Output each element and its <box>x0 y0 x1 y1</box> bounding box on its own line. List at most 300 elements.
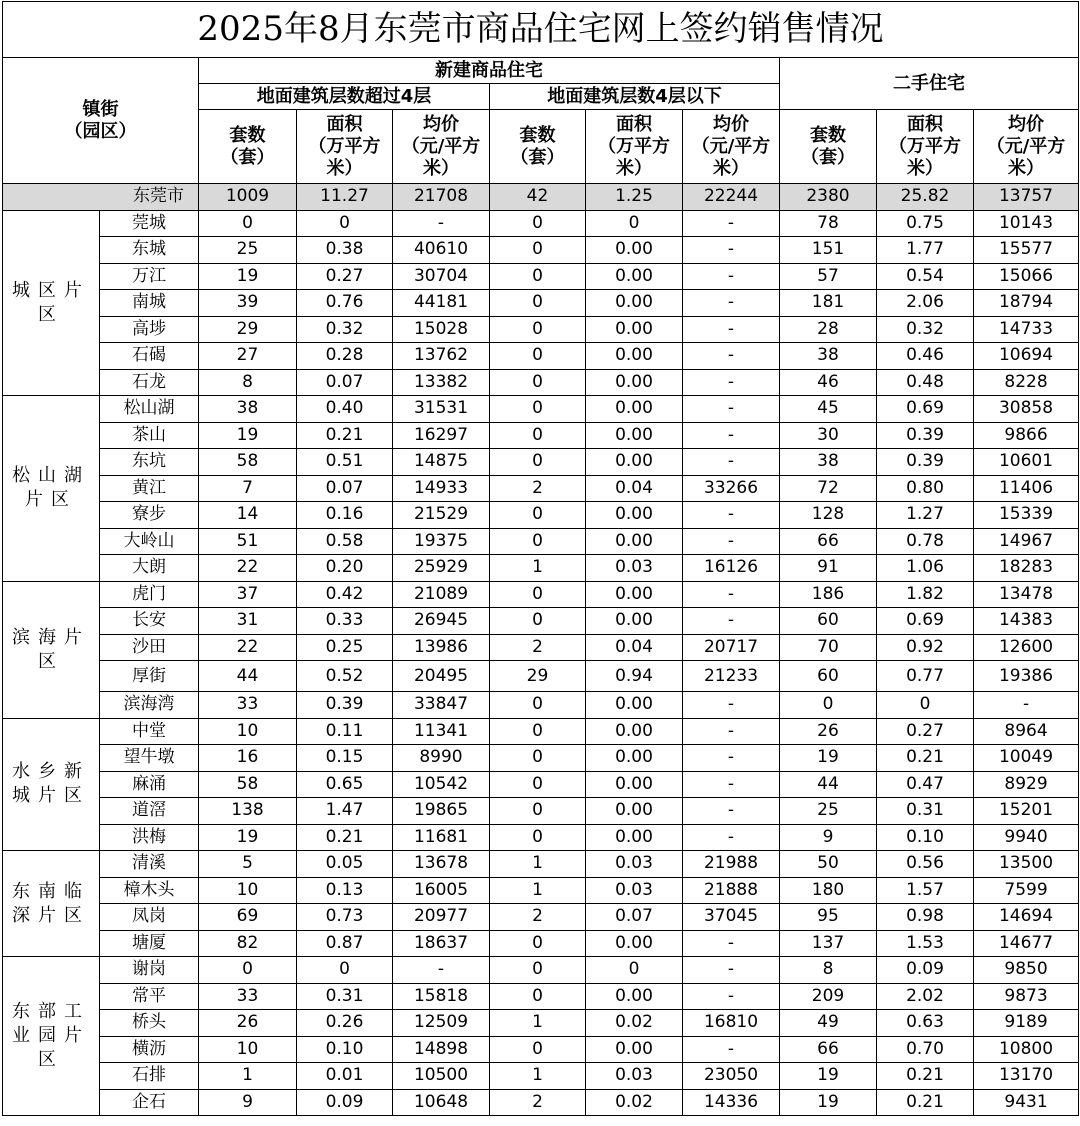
table-cell: 1 <box>490 1010 586 1037</box>
table-row <box>3 851 1079 878</box>
table-cell: 30704 <box>393 263 490 290</box>
town-name: 横沥 <box>100 1036 199 1063</box>
table-cell: 19375 <box>393 528 490 555</box>
table-cell: 10 <box>199 718 297 745</box>
table-cell: 14733 <box>974 316 1079 343</box>
table-cell: 21089 <box>393 581 490 608</box>
table-cell: 20717 <box>683 634 780 661</box>
table-cell: 66 <box>780 528 877 555</box>
table-cell: 10800 <box>974 1036 1079 1063</box>
town-name: 沙田 <box>100 634 199 661</box>
table-cell: 0.02 <box>586 1089 683 1116</box>
table-cell: 15201 <box>974 798 1079 825</box>
table-cell: 0.00 <box>586 396 683 423</box>
table-cell: 0.28 <box>297 343 393 370</box>
table-row <box>3 316 1079 343</box>
table-cell: 0.00 <box>586 263 683 290</box>
table-cell: 0.13 <box>297 877 393 904</box>
table-cell: 29 <box>199 316 297 343</box>
total-cell: 25.82 <box>877 184 974 211</box>
table-cell: 0.39 <box>297 692 393 719</box>
table-cell: 26 <box>199 1010 297 1037</box>
table-cell: - <box>683 422 780 449</box>
table-cell: 12600 <box>974 634 1079 661</box>
table-cell: 60 <box>780 661 877 692</box>
table-cell: 23050 <box>683 1063 780 1090</box>
table-cell: 11406 <box>974 475 1079 502</box>
table-cell: - <box>393 210 490 237</box>
table-cell: 0.04 <box>586 634 683 661</box>
total-cell: 13757 <box>974 184 1079 211</box>
table-cell: 14336 <box>683 1089 780 1116</box>
table-cell: 0.77 <box>877 661 974 692</box>
table-cell: 1 <box>490 1063 586 1090</box>
table-cell: 16126 <box>683 555 780 582</box>
table-cell: 10 <box>199 1036 297 1063</box>
table-cell: 10648 <box>393 1089 490 1116</box>
table-row <box>3 930 1079 957</box>
town-name: 谢岗 <box>100 957 199 984</box>
table-cell: 19386 <box>974 661 1079 692</box>
town-name: 厚街 <box>100 661 199 692</box>
table-cell: 15066 <box>974 263 1079 290</box>
table-cell: 21988 <box>683 851 780 878</box>
table-cell: 51 <box>199 528 297 555</box>
table-cell: 18637 <box>393 930 490 957</box>
total-cell: 2380 <box>780 184 877 211</box>
table-cell: 0.03 <box>586 851 683 878</box>
region-label: 东南临深片区 <box>3 851 100 957</box>
table-cell: 137 <box>780 930 877 957</box>
table-cell: 25 <box>199 237 297 264</box>
table-row <box>3 1089 1079 1116</box>
town-name: 道滘 <box>100 798 199 825</box>
table-cell: 0 <box>490 237 586 264</box>
table-cell: 0.33 <box>297 608 393 635</box>
table-cell: 0.07 <box>297 475 393 502</box>
table-cell: - <box>683 824 780 851</box>
table-cell: 25929 <box>393 555 490 582</box>
table-cell: 0.40 <box>297 396 393 423</box>
table-cell: 0.21 <box>877 1089 974 1116</box>
total-cell: 22244 <box>683 184 780 211</box>
table-cell: - <box>393 957 490 984</box>
table-cell: 30858 <box>974 396 1079 423</box>
total-label: 东莞市 <box>3 184 199 211</box>
table-row <box>3 771 1079 798</box>
table-cell: 14875 <box>393 449 490 476</box>
table-cell: 21888 <box>683 877 780 904</box>
table-cell: 8990 <box>393 745 490 772</box>
table-cell: 0 <box>490 930 586 957</box>
table-cell: 31 <box>199 608 297 635</box>
table-cell: 0.98 <box>877 904 974 931</box>
units-header: 套数 （套） <box>199 110 297 184</box>
table-row <box>3 581 1079 608</box>
table-cell: 0 <box>297 210 393 237</box>
table-cell: 19865 <box>393 798 490 825</box>
table-cell: 10049 <box>974 745 1079 772</box>
table-cell: 2 <box>490 1089 586 1116</box>
table-cell: 18794 <box>974 290 1079 317</box>
town-name: 洪梅 <box>100 824 199 851</box>
table-cell: 0.09 <box>877 957 974 984</box>
table-cell: - <box>683 608 780 635</box>
table-row <box>3 449 1079 476</box>
table-cell: 0 <box>490 396 586 423</box>
table-cell: 1 <box>490 877 586 904</box>
table-cell: 45 <box>780 396 877 423</box>
table-cell: 0.00 <box>586 798 683 825</box>
table-cell: 0 <box>490 210 586 237</box>
town-name: 塘厦 <box>100 930 199 957</box>
table-cell: 9866 <box>974 422 1079 449</box>
table-cell: 0 <box>490 957 586 984</box>
table-cell: 2 <box>490 475 586 502</box>
town-name: 清溪 <box>100 851 199 878</box>
table-cell: 0.00 <box>586 608 683 635</box>
table-cell: 0.58 <box>297 528 393 555</box>
table-cell: 1.47 <box>297 798 393 825</box>
table-cell: - <box>683 957 780 984</box>
table-cell: 0.65 <box>297 771 393 798</box>
table-cell: 7599 <box>974 877 1079 904</box>
table-cell: 16810 <box>683 1010 780 1037</box>
table-cell: 0.69 <box>877 396 974 423</box>
table-cell: 0.04 <box>586 475 683 502</box>
table-cell: 0.07 <box>586 904 683 931</box>
table-cell: 14898 <box>393 1036 490 1063</box>
table-row <box>3 1010 1079 1037</box>
table-cell: 0.73 <box>297 904 393 931</box>
table-cell: 44181 <box>393 290 490 317</box>
table-cell: 8 <box>199 369 297 396</box>
table-row <box>3 396 1079 423</box>
table-cell: 27 <box>199 343 297 370</box>
table-cell: 33847 <box>393 692 490 719</box>
table-cell: 0.39 <box>877 449 974 476</box>
table-cell: 13986 <box>393 634 490 661</box>
area-header: 面积 （万平方米） <box>586 110 683 184</box>
town-name: 长安 <box>100 608 199 635</box>
table-cell: 0 <box>490 263 586 290</box>
table-cell: 0.47 <box>877 771 974 798</box>
table-cell: 0.00 <box>586 1036 683 1063</box>
table-cell: - <box>683 771 780 798</box>
total-cell: 1.25 <box>586 184 683 211</box>
table-cell: 20495 <box>393 661 490 692</box>
table-cell: 82 <box>199 930 297 957</box>
table-cell: 40610 <box>393 237 490 264</box>
table-cell: 0.76 <box>297 290 393 317</box>
table-cell: 11341 <box>393 718 490 745</box>
table-cell: 0.48 <box>877 369 974 396</box>
table-cell: 0.16 <box>297 502 393 529</box>
area-header: 面积 （万平方米） <box>877 110 974 184</box>
below-4-floors-header: 地面建筑层数4层以下 <box>490 84 780 110</box>
table-cell: 8228 <box>974 369 1079 396</box>
table-cell: - <box>683 237 780 264</box>
table-cell: 33266 <box>683 475 780 502</box>
region-label: 松山湖片区 <box>3 396 100 582</box>
units-header: 套数 （套） <box>780 110 877 184</box>
table-cell: 16 <box>199 745 297 772</box>
table-cell: 9850 <box>974 957 1079 984</box>
town-name: 大岭山 <box>100 528 199 555</box>
table-cell: 58 <box>199 771 297 798</box>
table-cell: 21233 <box>683 661 780 692</box>
table-cell: 16297 <box>393 422 490 449</box>
table-row <box>3 369 1079 396</box>
table-row <box>3 798 1079 825</box>
table-row <box>3 983 1079 1010</box>
table-cell: 181 <box>780 290 877 317</box>
table-cell: 0.15 <box>297 745 393 772</box>
table-cell: 1.27 <box>877 502 974 529</box>
table-row <box>3 824 1079 851</box>
town-name: 企石 <box>100 1089 199 1116</box>
table-cell: 0.20 <box>297 555 393 582</box>
town-name: 石龙 <box>100 369 199 396</box>
table-cell: 0 <box>490 608 586 635</box>
table-row <box>3 237 1079 264</box>
table-cell: 14967 <box>974 528 1079 555</box>
area-header: 面积 （万平方米） <box>297 110 393 184</box>
table-cell: 1.77 <box>877 237 974 264</box>
table-cell: 0.00 <box>586 502 683 529</box>
table-cell: 0 <box>490 983 586 1010</box>
table-cell: 1.06 <box>877 555 974 582</box>
table-cell: 186 <box>780 581 877 608</box>
table-row <box>3 528 1079 555</box>
table-cell: 0 <box>490 798 586 825</box>
table-cell: 0 <box>199 957 297 984</box>
table-cell: 0.00 <box>586 343 683 370</box>
table-cell: 0.02 <box>586 1010 683 1037</box>
table-cell: 20977 <box>393 904 490 931</box>
table-cell: 37 <box>199 581 297 608</box>
new-housing-header: 新建商品住宅 <box>199 58 780 84</box>
town-name: 麻涌 <box>100 771 199 798</box>
total-cell: 11.27 <box>297 184 393 211</box>
table-cell: 0 <box>490 422 586 449</box>
table-row <box>3 210 1079 237</box>
table-cell: 0.10 <box>297 1036 393 1063</box>
table-cell: 1.82 <box>877 581 974 608</box>
town-name: 滨海湾 <box>100 692 199 719</box>
region-label: 滨海片区 <box>3 581 100 718</box>
table-cell: 0.32 <box>297 316 393 343</box>
table-cell: 13500 <box>974 851 1079 878</box>
table-cell: 0 <box>490 449 586 476</box>
table-cell: 0.00 <box>586 930 683 957</box>
town-name: 高埗 <box>100 316 199 343</box>
table-cell: 0.00 <box>586 718 683 745</box>
table-cell: 22 <box>199 634 297 661</box>
table-cell: 0.52 <box>297 661 393 692</box>
table-cell: 38 <box>780 449 877 476</box>
town-name: 樟木头 <box>100 877 199 904</box>
town-name: 常平 <box>100 983 199 1010</box>
table-cell: - <box>683 983 780 1010</box>
table-cell: 0.92 <box>877 634 974 661</box>
table-cell: 0 <box>490 290 586 317</box>
town-name: 万江 <box>100 263 199 290</box>
table-cell: 44 <box>780 771 877 798</box>
town-name: 中堂 <box>100 718 199 745</box>
table-cell: - <box>683 528 780 555</box>
town-name: 寮步 <box>100 502 199 529</box>
table-cell: 10143 <box>974 210 1079 237</box>
table-cell: 22 <box>199 555 297 582</box>
table-row <box>3 502 1079 529</box>
table-title: 2025年8月东莞市商品住宅网上签约销售情况 <box>3 2 1079 58</box>
table-row <box>3 957 1079 984</box>
table-row <box>3 904 1079 931</box>
table-cell: 46 <box>780 369 877 396</box>
table-cell: - <box>683 369 780 396</box>
table-cell: 91 <box>780 555 877 582</box>
table-cell: 95 <box>780 904 877 931</box>
table-cell: 8964 <box>974 718 1079 745</box>
table-cell: 38 <box>199 396 297 423</box>
table-cell: 38 <box>780 343 877 370</box>
table-cell: - <box>683 449 780 476</box>
table-cell: 1 <box>490 851 586 878</box>
table-cell: 9 <box>199 1089 297 1116</box>
town-name: 南城 <box>100 290 199 317</box>
table-cell: 0.21 <box>297 422 393 449</box>
table-cell: 0.21 <box>877 1063 974 1090</box>
table-cell: 0 <box>490 343 586 370</box>
table-cell: 33 <box>199 983 297 1010</box>
table-cell: 14383 <box>974 608 1079 635</box>
table-cell: 2 <box>490 904 586 931</box>
table-cell: 0 <box>490 581 586 608</box>
table-cell: 0.38 <box>297 237 393 264</box>
table-cell: 0.09 <box>297 1089 393 1116</box>
table-row <box>3 608 1079 635</box>
table-cell: 138 <box>199 798 297 825</box>
table-cell: - <box>683 290 780 317</box>
table-cell: 0.03 <box>586 555 683 582</box>
table-cell: 9189 <box>974 1010 1079 1037</box>
table-cell: 0 <box>297 957 393 984</box>
table-cell: 0.94 <box>586 661 683 692</box>
table-cell: - <box>683 930 780 957</box>
table-cell: 70 <box>780 634 877 661</box>
town-name: 东城 <box>100 237 199 264</box>
table-cell: 0.00 <box>586 581 683 608</box>
table-cell: 2 <box>490 634 586 661</box>
table-cell: 18283 <box>974 555 1079 582</box>
town-name: 凤岗 <box>100 904 199 931</box>
table-row <box>3 745 1079 772</box>
table-cell: 0.03 <box>586 877 683 904</box>
table-cell: 57 <box>780 263 877 290</box>
town-name: 莞城 <box>100 210 199 237</box>
region-label: 城区片区 <box>3 210 100 396</box>
table-cell: 0.11 <box>297 718 393 745</box>
second-hand-header: 二手住宅 <box>780 58 1079 110</box>
table-row <box>3 1036 1079 1063</box>
table-cell: 10500 <box>393 1063 490 1090</box>
town-name: 大朗 <box>100 555 199 582</box>
town-name: 黄江 <box>100 475 199 502</box>
table-cell: - <box>683 745 780 772</box>
table-cell: 0.63 <box>877 1010 974 1037</box>
table-cell: 15028 <box>393 316 490 343</box>
table-cell: - <box>683 343 780 370</box>
table-cell: - <box>683 502 780 529</box>
table-cell: 10694 <box>974 343 1079 370</box>
table-cell: - <box>974 692 1079 719</box>
table-cell: 15818 <box>393 983 490 1010</box>
table-cell: 19 <box>780 745 877 772</box>
table-cell: 0.26 <box>297 1010 393 1037</box>
table-cell: 78 <box>780 210 877 237</box>
table-cell: 50 <box>780 851 877 878</box>
table-row <box>3 290 1079 317</box>
table-cell: 14 <box>199 502 297 529</box>
table-cell: 0 <box>490 528 586 555</box>
sales-table <box>2 1 1079 1116</box>
table-cell: 8 <box>780 957 877 984</box>
table-cell: 0.39 <box>877 422 974 449</box>
table-cell: 0.42 <box>297 581 393 608</box>
town-name: 茶山 <box>100 422 199 449</box>
town-name: 石排 <box>100 1063 199 1090</box>
table-cell: 1 <box>199 1063 297 1090</box>
table-cell: 37045 <box>683 904 780 931</box>
table-cell: 0.69 <box>877 608 974 635</box>
units-header: 套数 （套） <box>490 110 586 184</box>
table-cell: 0 <box>586 210 683 237</box>
table-cell: - <box>683 798 780 825</box>
table-cell: 66 <box>780 1036 877 1063</box>
table-cell: 151 <box>780 237 877 264</box>
table-cell: 19 <box>780 1063 877 1090</box>
table-cell: 15339 <box>974 502 1079 529</box>
table-cell: 0.46 <box>877 343 974 370</box>
table-cell: 14694 <box>974 904 1079 931</box>
table-cell: 0.54 <box>877 263 974 290</box>
table-cell: 0 <box>586 957 683 984</box>
table-cell: 0.07 <box>297 369 393 396</box>
table-cell: 0.00 <box>586 528 683 555</box>
table-cell: 11681 <box>393 824 490 851</box>
table-cell: 19 <box>780 1089 877 1116</box>
table-cell: 0 <box>490 771 586 798</box>
table-cell: 180 <box>780 877 877 904</box>
table-cell: 0.05 <box>297 851 393 878</box>
table-cell: - <box>683 396 780 423</box>
table-cell: 0.25 <box>297 634 393 661</box>
town-name: 松山湖 <box>100 396 199 423</box>
table-cell: 0 <box>877 692 974 719</box>
total-row <box>3 184 1079 211</box>
table-cell: 30 <box>780 422 877 449</box>
table-cell: 0 <box>490 369 586 396</box>
table-cell: 0.03 <box>586 1063 683 1090</box>
table-cell: 0.00 <box>586 290 683 317</box>
table-row <box>3 555 1079 582</box>
table-cell: 1.53 <box>877 930 974 957</box>
table-cell: 44 <box>199 661 297 692</box>
table-cell: 12509 <box>393 1010 490 1037</box>
table-cell: 0.31 <box>297 983 393 1010</box>
table-cell: 0.87 <box>297 930 393 957</box>
